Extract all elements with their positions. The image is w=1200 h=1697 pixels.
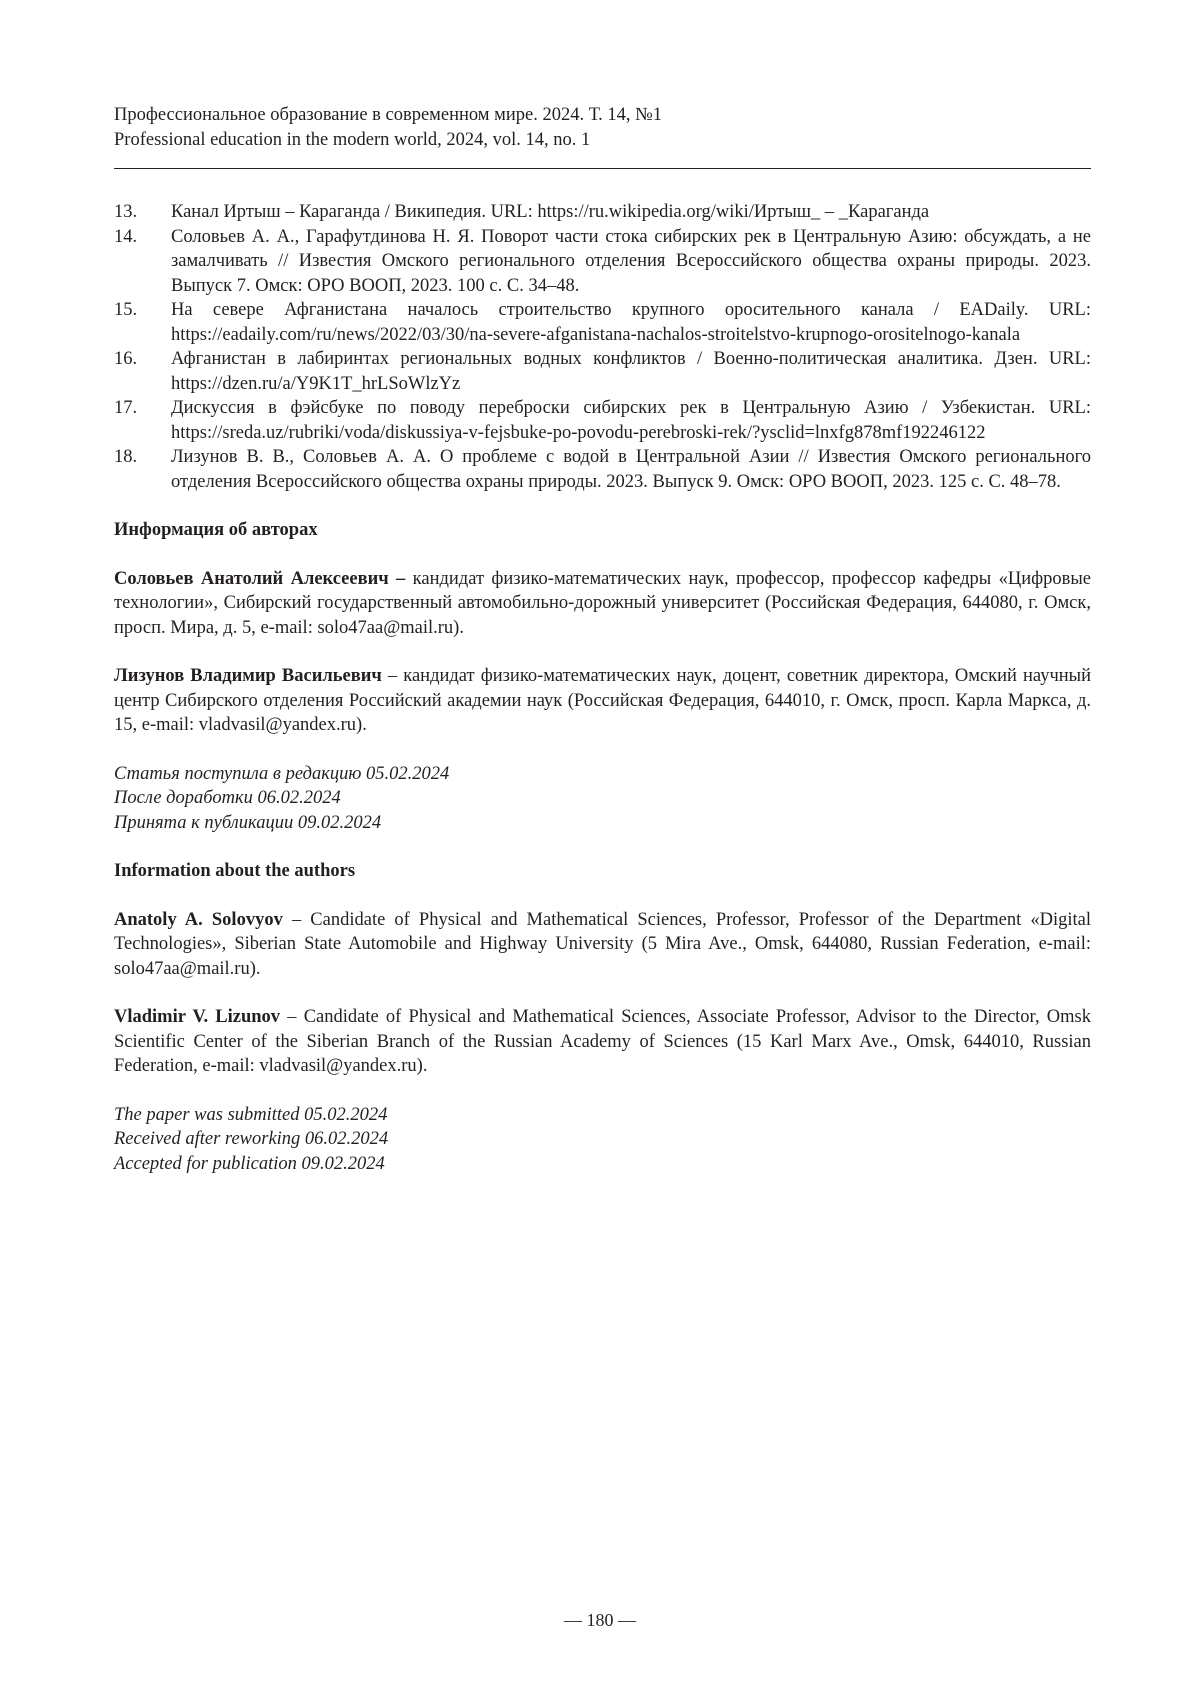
author-name: Лизунов Владимир Васильевич bbox=[114, 666, 382, 686]
reference-item bbox=[114, 298, 1091, 347]
reference-item bbox=[114, 200, 1091, 225]
reference-text: Канал Иртыш – Караганда / Википедия. URL: https://ru.wikipedia.org/wiki/Иртыш_ – _Караганда bbox=[171, 200, 1091, 225]
page-number: — 180 — bbox=[0, 1608, 1200, 1632]
reference-number: 15. bbox=[114, 298, 171, 347]
reference-list bbox=[114, 200, 1091, 494]
reference-text: Соловьев А. А., Гарафутдинова Н. Я. Поворот части стока сибирских рек в Центральную Азию: обсуждать, а не замалчивать // Известия Омского регионального отделения Всероссийского общества охраны природы. 2023. Выпуск 7. Омск: ОРО ВООП, 2023. 100 с. С. 34–48. bbox=[171, 225, 1091, 299]
reference-item bbox=[114, 225, 1091, 299]
reference-text: Лизунов В. В., Соловьев А. А. О проблеме с водой в Центральной Азии // Известия Омского регионального отделения Всероссийского общества охраны природы. 2023. Выпуск 9. Омск: ОРО ВООП, 2023. 125 с. С. 48–78. bbox=[171, 445, 1091, 494]
date-accepted: Accepted for publication 09.02.2024 bbox=[114, 1152, 1091, 1177]
reference-text: На севере Афганистана началось строительство крупного оросительного канала / EADaily. URL: https://eadaily.com/ru/news/2022/03/30/na-severe-afganistana-nachalos-stroitelstvo-krupnogo-orositelnogo-kanala bbox=[171, 298, 1091, 347]
reference-number: 17. bbox=[114, 396, 171, 445]
reference-item bbox=[114, 396, 1091, 445]
reference-number: 18. bbox=[114, 445, 171, 494]
reference-text: Дискуссия в фэйсбуке по поводу переброски сибирских рек в Центральную Азию / Узбекистан. URL: https://sreda.uz/rubriki/voda/diskussiya-v-fejsbuke-po-povodu-perebroski-rek/?ysclid=lnxfg878mf192246122 bbox=[171, 396, 1091, 445]
date-submitted: Статья поступила в редакцию 05.02.2024 bbox=[114, 762, 1091, 787]
date-reworked: После доработки 06.02.2024 bbox=[114, 786, 1091, 811]
author-details: – кандидат физико-математических наук, доцент, советник директора, Омский научный центр Сибирского отделения Российский академии наук (Российская Федерация, 644010, г. Омск, просп. Карла Маркса, д. 15, e-mail: vladvasil@yandex.ru). bbox=[114, 666, 1091, 735]
author-name: Vladimir V. Lizunov bbox=[114, 1007, 280, 1027]
date-reworked: Received after reworking 06.02.2024 bbox=[114, 1127, 1091, 1152]
author-details: – Candidate of Physical and Mathematical Sciences, Associate Professor, Advisor to the Director, Omsk Scientific Center of the Siberian Branch of the Russian Academy of Sciences (15 Karl Marx Ave., Omsk, 644010, Russian Federation, e-mail: vladvasil@yandex.ru). bbox=[114, 1007, 1091, 1076]
author-info-ru-1 bbox=[114, 567, 1091, 641]
author-name: Anatoly A. Solovyov bbox=[114, 910, 283, 930]
author-info-ru-2 bbox=[114, 664, 1091, 738]
reference-text: Афганистан в лабиринтах региональных водных конфликтов / Военно-политическая аналитика. Дзен. URL: https://dzen.ru/a/Y9K1T_hrLSoWlzYz bbox=[171, 347, 1091, 396]
author-info-en-1 bbox=[114, 908, 1091, 982]
author-name: Соловьев Анатолий Алексеевич – bbox=[114, 569, 405, 589]
reference-number: 14. bbox=[114, 225, 171, 299]
header-line-en: Professional education in the modern world, 2024, vol. 14, no. 1 bbox=[114, 128, 1091, 153]
running-header bbox=[114, 103, 1091, 153]
author-details: кандидат физико-математических наук, профессор, профессор кафедры «Цифровые технологии», Сибирский государственный автомобильно-дорожный университет (Российская Федерация, 644080, г. Омск, просп. Мира, д. 5, e-mail: solo47aa@mail.ru). bbox=[114, 569, 1091, 638]
reference-number: 16. bbox=[114, 347, 171, 396]
reference-item bbox=[114, 445, 1091, 494]
section-title-ru-authors: Информация об авторах bbox=[114, 518, 1091, 543]
article-dates-en bbox=[114, 1103, 1091, 1177]
author-info-en-2 bbox=[114, 1005, 1091, 1079]
author-details: – Candidate of Physical and Mathematical Sciences, Professor, Professor of the Department «Digital Technologies», Siberian State Automobile and Highway University (5 Mira Ave., Omsk, 644080, Russian Federation, e-mail: solo47aa@mail.ru). bbox=[114, 910, 1091, 979]
date-accepted: Принята к публикации 09.02.2024 bbox=[114, 811, 1091, 836]
main-content bbox=[114, 200, 1091, 1200]
section-title-en-authors: Information about the authors bbox=[114, 859, 1091, 884]
date-submitted: The paper was submitted 05.02.2024 bbox=[114, 1103, 1091, 1128]
header-line-ru: Профессиональное образование в современном мире. 2024. Т. 14, №1 bbox=[114, 103, 1091, 128]
reference-number: 13. bbox=[114, 200, 171, 225]
article-dates-ru bbox=[114, 762, 1091, 836]
reference-item bbox=[114, 347, 1091, 396]
header-divider bbox=[114, 168, 1091, 169]
